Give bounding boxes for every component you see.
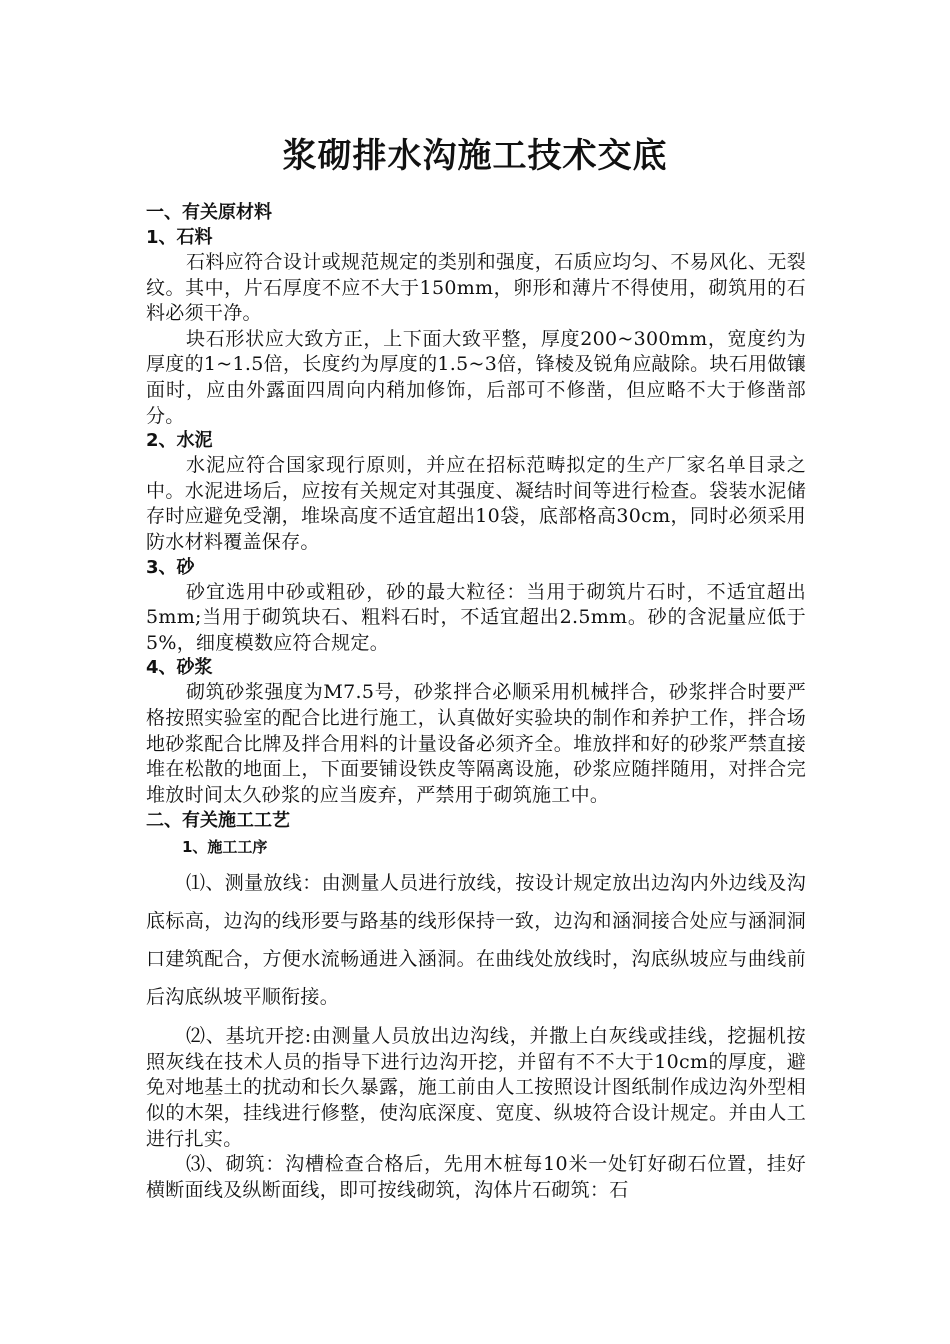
paragraph-sand: 砂宜选用中砂或粗砂，砂的最大粒径：当用于砌筑片石时，不适宜超出5mm;当用于砌筑块石、粗料石时，不适宜超出2.5mm。砂的含泥量应低于5%，细度模数应符合规定。 (146, 580, 806, 654)
paragraph-excavation: ⑵、基坑开挖:由测量人员放出边沟线，并撒上白灰线或挂线，挖掘机按照灰线在技术人员的指导下进行边沟开挖，并留有不不大于10cm的厚度，避免对地基土的扰动和长久暴露，施工前由人工按照设计图纸制作成边沟外型相似的木架，挂线进行修整，使沟底深度、宽度、纵坡符合设计规定。并由人工进行扎实。 (146, 1025, 806, 1150)
document-title: 浆砌排水沟施工技术交底 (282, 136, 668, 176)
subheading-cement: 2、水泥 (146, 430, 213, 452)
section-heading-process: 二、有关施工工艺 (146, 810, 290, 832)
subheading-procedure: 1、施工工序 (182, 838, 268, 857)
paragraph-stone-1: 石料应符合设计或规范规定的类别和强度，石质应均匀、不易风化、无裂纹。其中，片石厚度不应不大于150mm，卵形和薄片不得使用，砌筑用的石料必须干净。 (146, 251, 806, 325)
document-body (146, 200, 806, 1203)
subheading-stone: 1、石料 (146, 227, 213, 248)
subheading-sand: 3、砂 (146, 556, 195, 578)
paragraph-survey: ⑴、测量放线：由测量人员进行放线，按设计规定放出边沟内外边线及沟底标高，边沟的线形要与路基的线形保持一致，边沟和涵洞接合处应与涵洞洞口建筑配合，方便水流畅通进入涵洞。在曲线处放线时，沟底纵坡应与曲线前后沟底纵坡平顺衔接。 (146, 872, 806, 1009)
paragraph-masonry: ⑶、砌筑：沟槽检查合格后，先用木桩每10米一处钉好砌石位置，挂好横断面线及纵断面线，即可按线砌筑，沟体片石砌筑：石 (146, 1153, 806, 1201)
paragraph-stone-2: 块石形状应大致方正，上下面大致平整，厚度200~300mm，宽度约为厚度的1~1.5倍，长度约为厚度的1.5~3倍，锋棱及锐角应敲除。块石用做镶面时，应由外露面四周向内稍加修饰，后部可不修凿，但应略不大于修凿部分。 (146, 327, 806, 427)
paragraph-cement: 水泥应符合国家现行原则，并应在招标范畴拟定的生产厂家名单目录之中。水泥进场后，应按有关规定对其强度、凝结时间等进行检查。袋装水泥储存时应避免受潮，堆垛高度不适宜超出10袋，底部格高30cm，同时必须采用防水材料覆盖保存。 (146, 454, 806, 553)
section-heading-materials: 一、有关原材料 (146, 202, 272, 223)
subheading-mortar: 4、砂浆 (146, 657, 213, 679)
paragraph-mortar: 砌筑砂浆强度为M7.5号，砂浆拌合必顺采用机械拌合，砂浆拌合时要严格按照实验室的配合比进行施工，认真做好实验块的制作和养护工作，拌合场地砂浆配合比牌及拌合用料的计量设备必须齐全。堆放拌和好的砂浆严禁直接堆在松散的地面上，下面要铺设铁皮等隔离设施，砂浆应随拌随用，对拌合完堆放时间太久砂浆的应当废弃，严禁用于砌筑施工中。 (146, 681, 806, 806)
